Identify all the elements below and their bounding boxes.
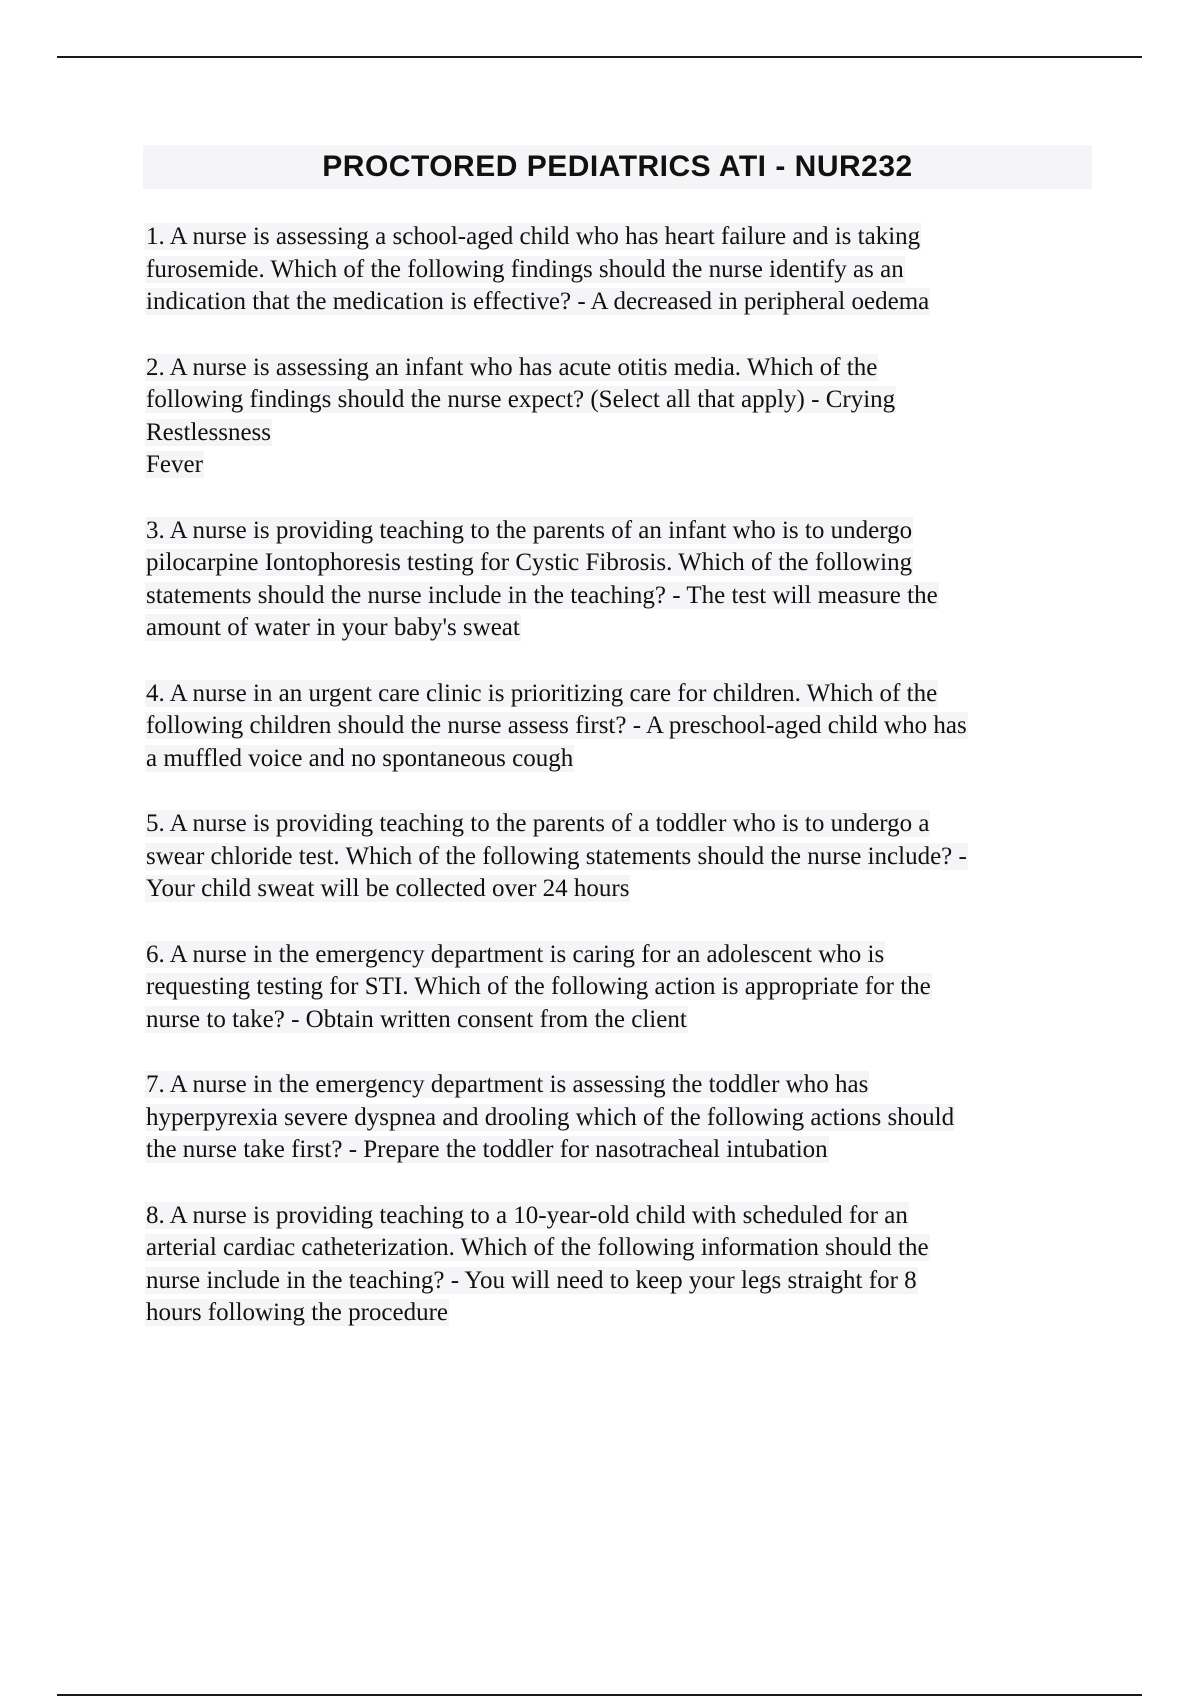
question-line: pilocarpine Iontophoresis testing for Cystic Fibrosis. Which of the following	[146, 549, 913, 576]
question-line: arterial cardiac catheterization. Which of the following information should the	[146, 1234, 929, 1261]
title-band	[143, 145, 1092, 189]
question-item	[145, 939, 1090, 1037]
question-line: Restlessness	[146, 418, 271, 446]
question-line: 1. A nurse is assessing a school-aged child who has heart failure and is taking	[146, 223, 921, 250]
question-line: swear chloride test. Which of the following statements should the nurse include? -	[146, 842, 967, 870]
question-line: 6. A nurse in the emergency department is caring for an adolescent who is	[146, 940, 885, 968]
question-line: 7. A nurse in the emergency department is assessing the toddler who has	[146, 1071, 869, 1098]
question-line: 8. A nurse is providing teaching to a 10-year-old child with scheduled for an	[146, 1201, 908, 1229]
top-divider	[57, 56, 1142, 58]
bottom-divider	[57, 1694, 1142, 1696]
question-line: hours following the procedure	[146, 1299, 449, 1326]
question-item	[145, 808, 1090, 906]
question-line: indication that the medication is effective? - A decreased in peripheral oedema	[146, 288, 930, 315]
question-line: Fever	[146, 451, 203, 478]
question-line: 4. A nurse in an urgent care clinic is prioritizing care for children. Which of the	[146, 679, 938, 707]
page-title: PROCTORED PEDIATRICS ATI - NUR232	[322, 150, 913, 183]
question-list	[145, 221, 1090, 1363]
question-item	[145, 678, 1090, 776]
question-line: 2. A nurse is assessing an infant who has acute otitis media. Which of the	[146, 353, 878, 381]
question-item	[145, 221, 1090, 319]
question-line: following findings should the nurse expect? (Select all that apply) - Crying	[146, 386, 896, 413]
question-item	[145, 352, 1090, 482]
question-line: the nurse take first? - Prepare the toddler for nasotracheal intubation	[146, 1136, 828, 1163]
question-line: 5. A nurse is providing teaching to the parents of a toddler who is to undergo a	[146, 810, 930, 837]
question-line: following children should the nurse assess first? - A preschool-aged child who has	[146, 712, 967, 739]
question-line: hyperpyrexia severe dyspnea and drooling which of the following actions should	[146, 1103, 955, 1131]
question-line: a muffled voice and no spontaneous cough	[146, 744, 574, 772]
question-item	[145, 1200, 1090, 1330]
question-line: Your child sweat will be collected over 24 hours	[146, 875, 630, 902]
question-line: requesting testing for STI. Which of the following action is appropriate for the	[146, 973, 931, 1000]
question-item	[145, 515, 1090, 645]
question-line: amount of water in your baby's sweat	[146, 614, 520, 641]
question-line: 3. A nurse is providing teaching to the parents of an infant who is to undergo	[146, 516, 913, 544]
question-item	[145, 1069, 1090, 1167]
question-line: nurse include in the teaching? - You will need to keep your legs straight for 8	[146, 1266, 917, 1294]
question-line: nurse to take? - Obtain written consent from the client	[146, 1005, 687, 1033]
question-line: statements should the nurse include in the teaching? - The test will measure the	[146, 581, 938, 609]
question-line: furosemide. Which of the following findings should the nurse identify as an	[146, 255, 904, 283]
